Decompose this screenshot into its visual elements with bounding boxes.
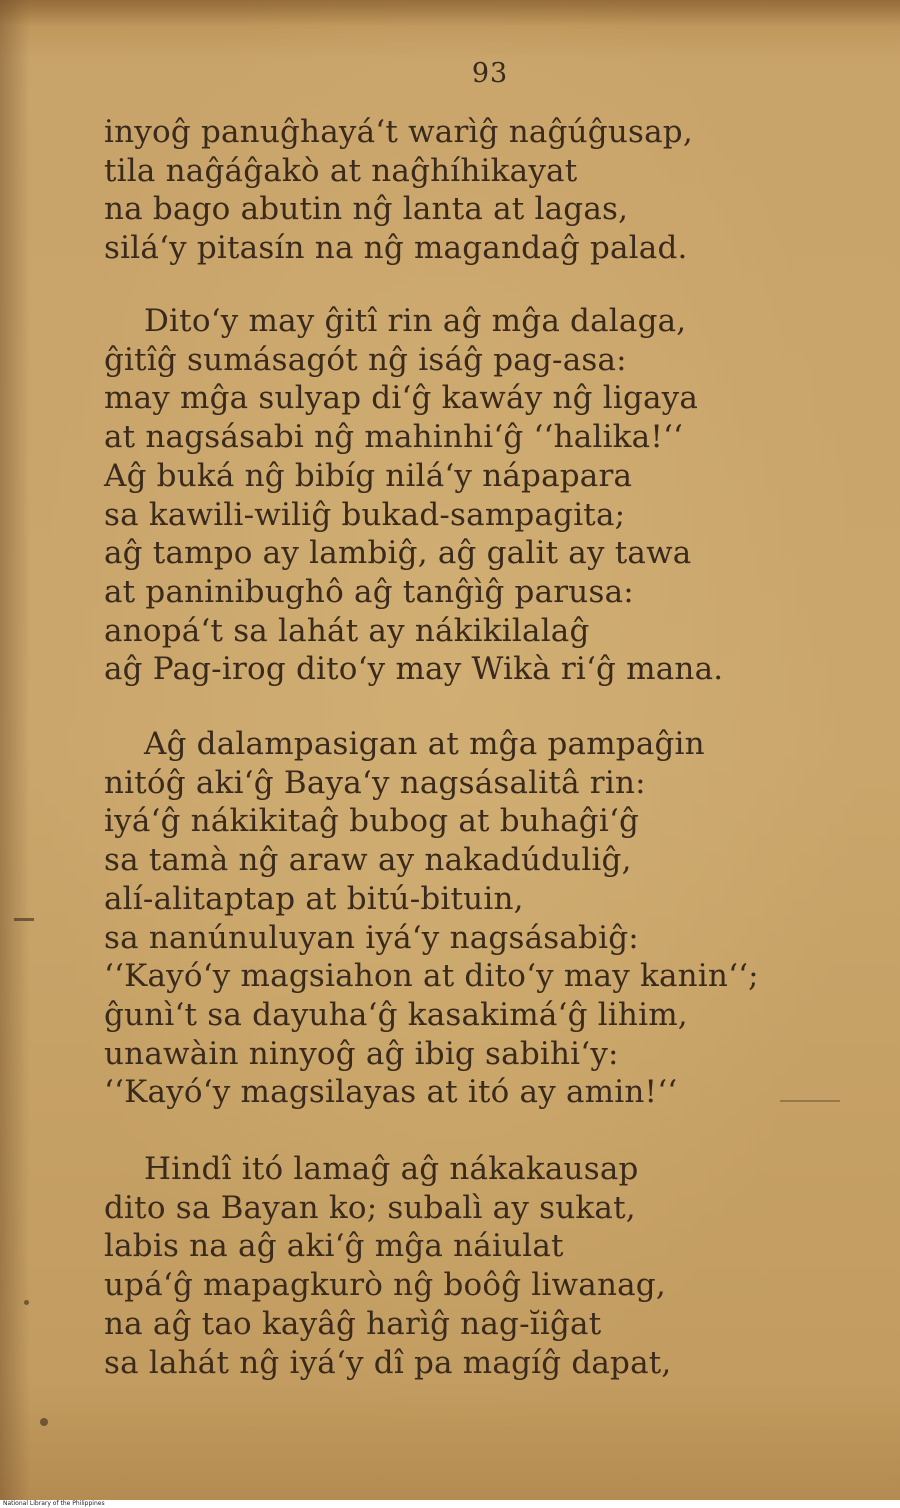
verse-line: sa kawili-wiliĝ bukad-sampagita; bbox=[104, 496, 626, 533]
ink-mark bbox=[40, 1418, 48, 1426]
verse-line: tila naĝáĝakò at naĝhíhikayat bbox=[104, 152, 578, 189]
ink-mark bbox=[24, 1300, 29, 1305]
stanza-2 bbox=[104, 302, 864, 689]
verse-line: ‘‘Kayó‘y magsiahon at dito‘y may kanin‘‘; bbox=[104, 958, 759, 995]
ink-mark bbox=[14, 918, 34, 921]
verse-line: sa tamà nĝ araw ay nakadúduliĝ, bbox=[104, 842, 632, 879]
verse-line: na bago abutin nĝ lanta at lagas, bbox=[104, 191, 629, 228]
verse-line: ĝitîĝ sumásagót nĝ isáĝ pag-asa: bbox=[104, 341, 627, 378]
stanza-1 bbox=[104, 113, 864, 268]
page-top-shadow bbox=[0, 0, 900, 26]
verse-line: may mĝa sulyap di‘ĝ kawáy nĝ ligaya bbox=[104, 380, 699, 417]
verse-line: dito sa Bayan ko; subalì ay sukat, bbox=[104, 1189, 636, 1226]
scan-footer bbox=[0, 1500, 900, 1508]
verse-line: alí-alitaptap at bitú-bituin, bbox=[104, 880, 524, 917]
verse-line: silá‘y pitasín na nĝ magandaĝ palad. bbox=[104, 230, 688, 267]
stanza-3 bbox=[104, 725, 864, 1112]
verse-line: labis na aĝ aki‘ĝ mĝa náiulat bbox=[104, 1228, 564, 1265]
verse-line: nitóĝ aki‘ĝ Baya‘y nagsásalitâ rin: bbox=[104, 764, 646, 801]
verse-line: ĝunì‘t sa dayuha‘ĝ kasakimá‘ĝ lihim, bbox=[104, 996, 688, 1033]
verse-line: upá‘ĝ mapagkurò nĝ boôĝ liwanag, bbox=[104, 1267, 666, 1304]
verse-line: sa nanúnuluyan iyá‘y nagsásabiĝ: bbox=[104, 919, 639, 956]
verse-line: na aĝ tao kayâĝ harìĝ nag-ĭiĝat bbox=[104, 1305, 602, 1342]
verse-line: Hindî itó lamaĝ aĝ nákakausap bbox=[144, 1151, 639, 1187]
verse-line: sa lahát nĝ iyá‘y dî pa magíĝ dapat, bbox=[104, 1344, 672, 1381]
verse-line: Aĝ buká nĝ bibíg nilá‘y nápapara bbox=[104, 457, 633, 494]
verse-line: Dito‘y may ĝitî rin aĝ mĝa dalaga, bbox=[144, 303, 687, 339]
verse-line: inyoĝ panuĝhayá‘t warìĝ naĝúĝusap, bbox=[104, 114, 693, 150]
verse-line: aĝ Pag-irog dito‘y may Wikà ri‘ĝ mana. bbox=[104, 651, 724, 688]
verse-line: iyá‘ĝ nákikitaĝ bubog at buhaĝi‘ĝ bbox=[104, 803, 640, 840]
verse-line: anopá‘t sa lahát ay nákikilalaĝ bbox=[104, 612, 590, 649]
verse-line: aĝ tampo ay lambiĝ, aĝ galit ay tawa bbox=[104, 535, 692, 572]
footer-credit: National Library of the Philippines bbox=[3, 1500, 105, 1507]
verse-line: at paninibughô aĝ tanĝìĝ parusa: bbox=[104, 573, 634, 610]
page-number: 93 bbox=[471, 58, 509, 89]
verse-line: at nagsásabi nĝ mahinhi‘ĝ ‘‘halika!‘‘ bbox=[104, 419, 684, 456]
verse-line: unawàin ninyoĝ aĝ ibig sabihi‘y: bbox=[104, 1035, 619, 1072]
verse-line: Aĝ dalampasigan at mĝa pampaĝin bbox=[144, 726, 705, 762]
page-left-shadow bbox=[0, 0, 30, 1500]
verse-line: ‘‘Kayó‘y magsilayas at itó ay amin!‘‘ bbox=[104, 1074, 678, 1111]
stanza-4 bbox=[104, 1150, 864, 1382]
